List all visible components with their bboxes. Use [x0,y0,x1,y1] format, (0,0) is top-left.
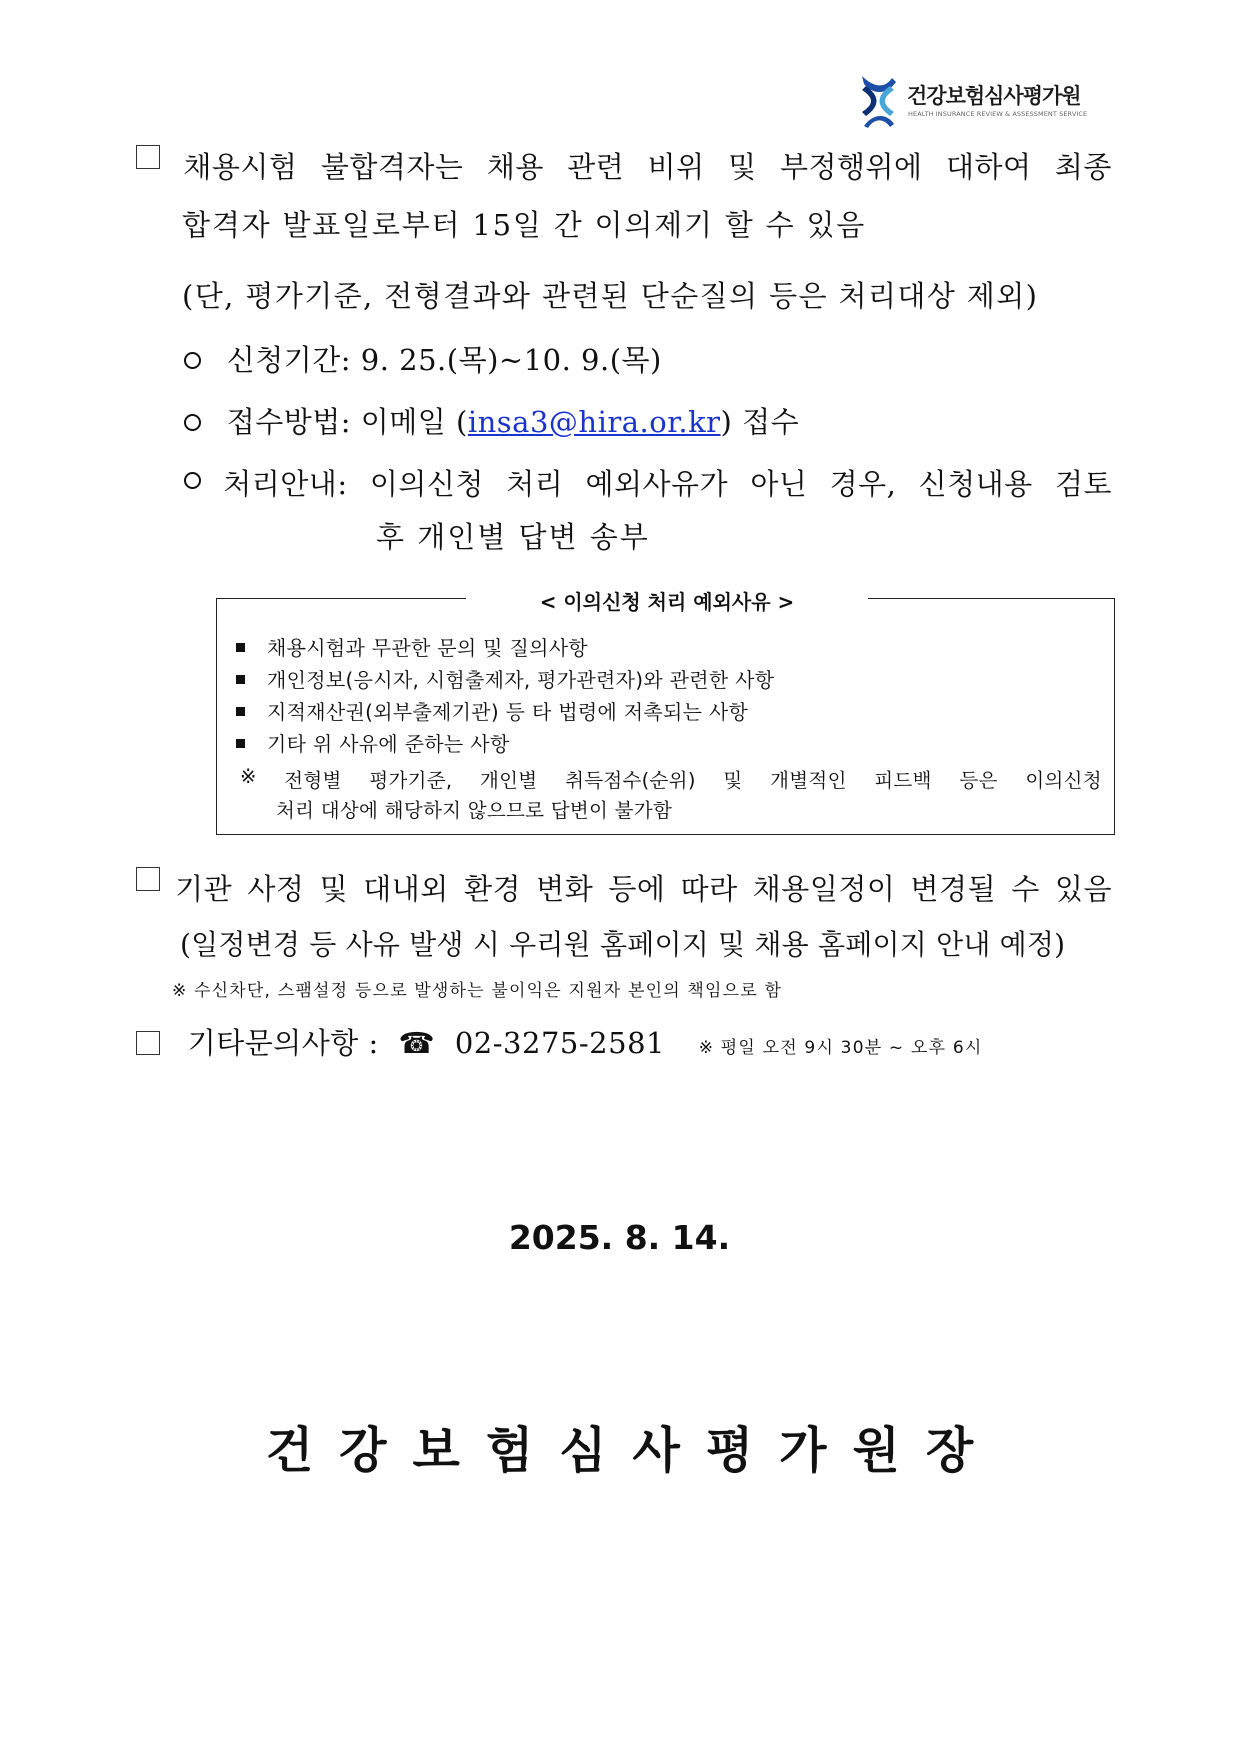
note-word: 개인별 [480,769,538,792]
section1-line3: (단, 평가기준, 전형결과와 관련된 단순질의 등은 처리대상 제외) [182,279,1039,313]
section2-word: 채용일정이 [752,872,896,906]
note-word: 등은 [959,769,998,792]
guide-word: 아닌 [750,467,808,501]
bullet-circle-icon [184,414,201,431]
section2-line2: (일정변경 등 사유 발생 시 우리원 홈페이지 및 채용 홈페이지 안내 예정) [180,928,1066,961]
guide-word: 신청내용 [918,467,1033,501]
contact-label: 기타문의사항 : [187,1026,379,1060]
section1-line2: 합격자 발표일로부터 15일 간 이의제기 할 수 있음 [182,208,867,242]
guide-word: 처리안내: [223,467,348,501]
section2-word: 기관 [175,872,233,906]
exception-note-line1 [240,765,1102,793]
section2-word: 및 [319,872,349,906]
bullet-square-icon [236,739,245,748]
note-word: 이의신청 [1025,769,1102,792]
submission-method-prefix: 접수방법: 이메일 ( [226,405,468,439]
guide-word: 검토 [1054,467,1112,501]
phone-number[interactable]: 02-3275-2581 [454,1026,665,1060]
note-word: 평가기준, [369,769,453,792]
logo-name-english: HEALTH INSURANCE REVIEW & ASSESSMENT SERVICE [908,110,1088,118]
exception-item [236,632,588,661]
exception-item-text: 채용시험과 무관한 문의 및 질의사항 [267,636,588,660]
submission-method [184,400,799,441]
section2-word: 환경 [463,872,522,906]
signature: 건강보험심사평가원장 [265,1422,1000,1479]
exception-item-text: 개인정보(응시자, 시험출제자, 평가관련자)와 관련한 사항 [267,668,775,692]
application-period-text: 신청기간: 9. 25.(목)~10. 9.(목) [226,343,662,377]
exception-item-text: 기타 위 사유에 준하는 사항 [267,732,510,756]
section2-word: 사정 [247,872,305,906]
logo-mark-icon [858,74,898,128]
section1-word: 최종 [1054,150,1112,184]
exception-item [236,696,748,725]
section2-line1 [136,867,1112,908]
section1-word: 관련 [567,150,625,184]
section1-word: 불합격자는 [320,150,464,184]
processing-guide-line1 [184,462,1112,503]
exception-box-title: < 이의신청 처리 예외사유 > [467,584,867,617]
exception-note-line2: 처리 대상에 해당하지 않으므로 답변이 불가함 [276,799,673,822]
contact-line [136,1021,982,1062]
exception-item-text: 지적재산권(외부출제기관) 등 타 법령에 저촉되는 사항 [267,700,749,724]
section2-word: 변경될 [910,872,997,906]
section2-word: 따라 [680,872,738,906]
section2-word: 등에 [608,872,666,906]
note-mark: ※ [240,765,257,788]
section1-word: 비위 [647,150,705,184]
section2-word: 대내외 [363,872,449,906]
document-date: 2025. 8. 14. [508,1218,731,1257]
guide-word: 처리 [506,467,564,501]
organization-logo [858,72,1098,128]
section2-word: 있음 [1054,872,1112,906]
exception-item [236,664,774,693]
exception-item [236,728,509,757]
application-period [184,338,662,379]
section2-word: 변화 [536,872,594,906]
logo-name-korean: 건강보험심사평가원 [907,84,1081,108]
bullet-square-icon [236,707,245,716]
checkbox-icon [136,145,160,169]
note-word: 및 [723,769,743,792]
section1-word: 채용시험 [183,150,298,184]
bullet-circle-icon [184,472,201,489]
note-word: 피드백 [874,769,932,792]
checkbox-icon [136,1031,160,1055]
email-link[interactable]: insa3@hira.or.kr [467,405,721,439]
processing-guide-line2: 후 개인별 답변 송부 [376,520,650,554]
section1-word: 대하여 [945,150,1032,184]
bullet-square-icon [236,643,245,652]
note-word: 취득점수(순위) [565,769,696,792]
checkbox-icon [136,867,160,891]
section1-line1 [136,145,1112,186]
submission-method-suffix: ) 접수 [720,405,800,439]
phone-icon: ☎ [398,1026,436,1060]
guide-word: 예외사유가 [585,467,729,501]
guide-word: 이의신청 [369,467,484,501]
section1-word: 채용 [486,150,544,184]
section2-word: 수 [1011,872,1040,906]
bullet-square-icon [236,675,245,684]
section2-note: ※ 수신차단, 스팸설정 등으로 발생하는 불이익은 지원자 본인의 책임으로 함 [172,981,783,1001]
office-hours: ※ 평일 오전 9시 30분 ~ 오후 6시 [698,1038,983,1058]
section1-word: 부정행위에 [779,150,923,184]
note-word: 개별적인 [770,769,847,792]
section1-word: 및 [728,150,757,184]
note-word: 전형별 [284,769,342,792]
bullet-circle-icon [184,352,201,369]
guide-word: 경우, [829,467,897,501]
